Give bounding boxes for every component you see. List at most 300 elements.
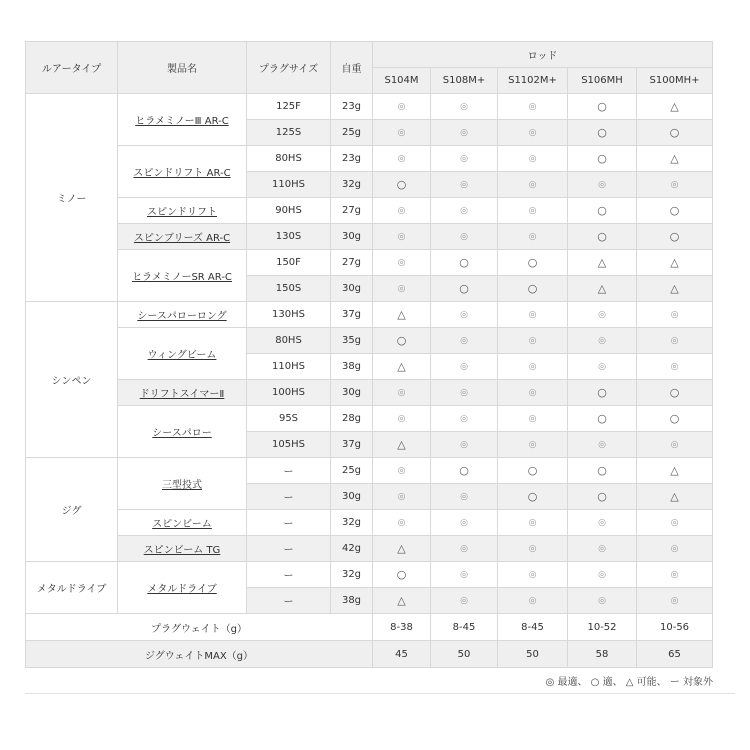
rating-cell (431, 302, 498, 328)
rating-cell (498, 94, 568, 120)
product-cell (118, 406, 247, 458)
weight-cell: 42g (331, 536, 373, 562)
best-icon: ◎ (528, 102, 537, 112)
plug-size-cell: 110HS (247, 354, 331, 380)
table-row (26, 536, 713, 562)
rating-cell (637, 302, 713, 328)
good-icon: ○ (396, 568, 407, 581)
rating-cell (373, 562, 431, 588)
rating-cell (373, 198, 431, 224)
best-icon: ◎ (460, 336, 468, 346)
possible-icon: △ (597, 256, 607, 269)
header-plug-size: プラグサイズ (247, 42, 331, 94)
best-icon: ◎ (528, 128, 537, 138)
good-icon: ○ (597, 230, 607, 243)
rating-cell (568, 302, 637, 328)
product-link[interactable]: ヒラメミノーSR AR-C (132, 272, 232, 283)
good-icon: ○ (396, 334, 407, 347)
footer-value: 10-56 (637, 614, 713, 641)
rating-cell (498, 276, 568, 302)
weight-cell: 27g (331, 198, 373, 224)
rating-cell (498, 510, 568, 536)
best-icon: ◎ (670, 180, 679, 190)
rating-cell (373, 536, 431, 562)
rating-cell (431, 94, 498, 120)
table-row (26, 198, 713, 224)
rating-cell (498, 406, 568, 432)
best-icon: ◎ (460, 544, 468, 554)
good-icon: ○ (669, 412, 680, 425)
possible-icon: △ (670, 282, 679, 295)
plug-size-cell: 130S (247, 224, 331, 250)
possible-icon: △ (670, 152, 679, 165)
best-icon: ◎ (528, 388, 537, 398)
rating-cell (637, 120, 713, 146)
lure-type-cell: メタルドライブ (26, 562, 118, 614)
best-icon: ◎ (460, 440, 468, 450)
rating-cell (568, 510, 637, 536)
footer-value: 65 (637, 641, 713, 668)
rating-cell (637, 458, 713, 484)
best-icon: ◎ (670, 596, 679, 606)
good-icon: ○ (669, 230, 680, 243)
best-icon: ◎ (528, 518, 537, 528)
weight-cell: 32g (331, 510, 373, 536)
rating-cell (373, 146, 431, 172)
product-link[interactable]: スピンビーム TG (143, 545, 221, 556)
footer-value: 10-52 (568, 614, 637, 641)
best-icon: ◎ (670, 362, 679, 372)
product-cell (118, 250, 247, 302)
rating-cell (431, 146, 498, 172)
rating-cell (431, 250, 498, 276)
footer-label: プラグウェイト（g） (26, 614, 373, 641)
possible-icon: △ (670, 464, 679, 477)
weight-cell: 35g (331, 328, 373, 354)
table-row (26, 510, 713, 536)
plug-size-cell: 130HS (247, 302, 331, 328)
table-row (26, 458, 713, 484)
weight-cell: 23g (331, 94, 373, 120)
product-link[interactable]: ヒラメミノーⅢ AR-C (135, 116, 229, 127)
rating-cell (373, 172, 431, 198)
footer-value: 58 (568, 641, 637, 668)
rating-cell (568, 276, 637, 302)
plug-size-cell: 110HS (247, 172, 331, 198)
good-icon: ○ (597, 412, 607, 425)
product-cell (118, 198, 247, 224)
plug-size-cell: 150F (247, 250, 331, 276)
rating-cell (431, 562, 498, 588)
good-icon: ○ (396, 178, 407, 191)
best-icon: ◎ (598, 596, 606, 606)
best-icon: ◎ (397, 154, 406, 164)
divider (25, 693, 735, 694)
rating-cell (568, 432, 637, 458)
weight-cell: 32g (331, 172, 373, 198)
footer-value: 8-45 (431, 614, 498, 641)
table-row (26, 380, 713, 406)
plug-size-cell: ー (247, 562, 331, 588)
rating-cell (637, 484, 713, 510)
header-lure-type: ルアータイプ (26, 42, 118, 94)
lure-type-cell: シンペン (26, 302, 118, 458)
product-link[interactable]: シースパロー (152, 428, 212, 439)
rod-compatibility-table (25, 41, 713, 668)
weight-cell: 38g (331, 588, 373, 614)
rating-cell (637, 510, 713, 536)
product-cell (118, 94, 247, 146)
footer-row (26, 614, 713, 641)
table-row (26, 406, 713, 432)
rating-cell (431, 536, 498, 562)
possible-icon: △ (397, 438, 406, 451)
rating-cell (568, 328, 637, 354)
rating-cell (637, 380, 713, 406)
rating-cell (373, 406, 431, 432)
rating-cell (373, 432, 431, 458)
best-icon: ◎ (397, 128, 406, 138)
footer-value: 50 (498, 641, 568, 668)
table-row (26, 94, 713, 120)
possible-icon: △ (397, 542, 406, 555)
rating-cell (498, 484, 568, 510)
rating-cell (568, 198, 637, 224)
rating-cell (498, 120, 568, 146)
rating-cell (431, 198, 498, 224)
good-icon: ○ (669, 204, 680, 217)
rating-cell (498, 172, 568, 198)
plug-size-cell: 125F (247, 94, 331, 120)
table-row (26, 562, 713, 588)
rating-cell (568, 172, 637, 198)
plug-size-cell: ー (247, 510, 331, 536)
best-icon: ◎ (598, 518, 606, 528)
rating-cell (431, 588, 498, 614)
rating-cell (568, 146, 637, 172)
best-icon: ◎ (397, 466, 406, 476)
best-icon: ◎ (397, 414, 406, 424)
best-icon: ◎ (460, 414, 468, 424)
rating-cell (498, 432, 568, 458)
plug-size-cell: ー (247, 484, 331, 510)
rating-cell (568, 354, 637, 380)
best-icon: ◎ (460, 388, 468, 398)
product-link[interactable]: 三型投式 (162, 480, 202, 491)
header-product: 製品名 (118, 42, 247, 94)
rating-cell (498, 588, 568, 614)
best-icon: ◎ (460, 518, 468, 528)
footer-value: 45 (373, 641, 431, 668)
weight-cell: 27g (331, 250, 373, 276)
rating-cell (431, 380, 498, 406)
rating-cell (498, 302, 568, 328)
header-rod-S1102M+: S1102M+ (498, 68, 568, 94)
weight-cell: 25g (331, 458, 373, 484)
rating-cell (373, 458, 431, 484)
weight-cell: 28g (331, 406, 373, 432)
footer-row (26, 641, 713, 668)
best-icon: ◎ (528, 232, 537, 242)
best-icon: ◎ (460, 154, 468, 164)
rating-cell (498, 198, 568, 224)
best-icon: ◎ (528, 570, 537, 580)
best-icon: ◎ (460, 180, 468, 190)
rating-cell (498, 536, 568, 562)
rating-cell (373, 94, 431, 120)
best-icon: ◎ (528, 206, 537, 216)
rating-cell (637, 146, 713, 172)
rating-cell (637, 172, 713, 198)
good-icon: ○ (527, 282, 538, 295)
rating-cell (498, 458, 568, 484)
plug-size-cell: 150S (247, 276, 331, 302)
good-icon: ○ (597, 152, 607, 165)
good-icon: ○ (459, 282, 469, 295)
best-icon: ◎ (598, 310, 606, 320)
weight-cell: 38g (331, 354, 373, 380)
product-cell (118, 510, 247, 536)
weight-cell: 30g (331, 276, 373, 302)
rating-cell (498, 562, 568, 588)
rating-cell (568, 380, 637, 406)
best-icon: ◎ (598, 180, 606, 190)
rating-cell (568, 224, 637, 250)
rating-cell (431, 484, 498, 510)
rating-cell (568, 484, 637, 510)
best-icon: ◎ (528, 362, 537, 372)
good-icon: ○ (669, 126, 680, 139)
product-link[interactable]: スピンドリフト AR-C (133, 168, 231, 179)
legend: ◎ 最適、 ○ 適、 △ 可能、 ー 対象外 (545, 677, 713, 688)
good-icon: ○ (597, 204, 607, 217)
best-icon: ◎ (528, 440, 537, 450)
rating-cell (637, 536, 713, 562)
rating-cell (373, 588, 431, 614)
footer-value: 8-38 (373, 614, 431, 641)
plug-size-cell: 80HS (247, 146, 331, 172)
best-icon: ◎ (397, 206, 406, 216)
best-icon: ◎ (670, 310, 679, 320)
rating-cell (568, 94, 637, 120)
weight-cell: 30g (331, 224, 373, 250)
best-icon: ◎ (528, 336, 537, 346)
product-cell (118, 328, 247, 380)
product-cell (118, 380, 247, 406)
header-rod-S100MH+: S100MH+ (637, 68, 713, 94)
rating-cell (637, 588, 713, 614)
good-icon: ○ (459, 256, 469, 269)
rating-cell (637, 224, 713, 250)
best-icon: ◎ (528, 414, 537, 424)
rating-cell (637, 250, 713, 276)
good-icon: ○ (597, 490, 607, 503)
rating-cell (637, 328, 713, 354)
good-icon: ○ (459, 464, 469, 477)
plug-size-cell: 90HS (247, 198, 331, 224)
good-icon: ○ (669, 386, 680, 399)
weight-cell: 23g (331, 146, 373, 172)
best-icon: ◎ (460, 128, 468, 138)
weight-cell: 30g (331, 484, 373, 510)
best-icon: ◎ (460, 102, 468, 112)
rating-cell (637, 198, 713, 224)
good-icon: ○ (527, 490, 538, 503)
header-rod-S106MH: S106MH (568, 68, 637, 94)
possible-icon: △ (397, 360, 406, 373)
best-icon: ◎ (670, 570, 679, 580)
plug-size-cell: 125S (247, 120, 331, 146)
product-cell (118, 224, 247, 250)
rating-cell (431, 406, 498, 432)
header-weight: 自重 (331, 42, 373, 94)
table-row (26, 250, 713, 276)
rating-cell (568, 250, 637, 276)
weight-cell: 30g (331, 380, 373, 406)
rating-cell (568, 458, 637, 484)
rating-cell (431, 354, 498, 380)
best-icon: ◎ (598, 570, 606, 580)
good-icon: ○ (597, 386, 607, 399)
product-link[interactable]: メタルドライブ (147, 584, 217, 595)
table-row (26, 146, 713, 172)
product-link[interactable]: シースパローロング (137, 311, 227, 322)
best-icon: ◎ (670, 440, 679, 450)
possible-icon: △ (670, 100, 679, 113)
rating-cell (637, 406, 713, 432)
best-icon: ◎ (528, 310, 537, 320)
header-rod-S108M+: S108M+ (431, 68, 498, 94)
rating-cell (568, 536, 637, 562)
good-icon: ○ (597, 100, 607, 113)
rating-cell (373, 250, 431, 276)
weight-cell: 25g (331, 120, 373, 146)
rating-cell (637, 432, 713, 458)
rating-cell (498, 328, 568, 354)
rating-cell (568, 406, 637, 432)
weight-cell: 37g (331, 432, 373, 458)
good-icon: ○ (527, 464, 538, 477)
plug-size-cell: ー (247, 458, 331, 484)
best-icon: ◎ (598, 362, 606, 372)
rating-cell (373, 224, 431, 250)
best-icon: ◎ (460, 596, 468, 606)
possible-icon: △ (397, 594, 406, 607)
best-icon: ◎ (397, 284, 406, 294)
possible-icon: △ (670, 256, 679, 269)
good-icon: ○ (527, 256, 538, 269)
product-link[interactable]: スピンビーム (152, 519, 212, 530)
product-link[interactable]: スピンドリフト (147, 207, 217, 218)
product-cell (118, 562, 247, 614)
best-icon: ◎ (397, 258, 406, 268)
product-link[interactable]: スピンブリーズ AR-C (133, 233, 231, 244)
best-icon: ◎ (397, 102, 406, 112)
best-icon: ◎ (460, 232, 468, 242)
rating-cell (373, 276, 431, 302)
best-icon: ◎ (397, 518, 406, 528)
best-icon: ◎ (528, 154, 537, 164)
header-rod-S104M: S104M (373, 68, 431, 94)
possible-icon: △ (397, 308, 406, 321)
footer-value: 8-45 (498, 614, 568, 641)
plug-size-cell: 80HS (247, 328, 331, 354)
rating-cell (373, 354, 431, 380)
rating-cell (431, 328, 498, 354)
rating-cell (568, 562, 637, 588)
best-icon: ◎ (670, 544, 679, 554)
plug-size-cell: 100HS (247, 380, 331, 406)
product-cell (118, 302, 247, 328)
rating-cell (431, 120, 498, 146)
rating-cell (568, 120, 637, 146)
best-icon: ◎ (397, 492, 406, 502)
best-icon: ◎ (528, 544, 537, 554)
rating-cell (637, 276, 713, 302)
best-icon: ◎ (598, 544, 606, 554)
footer-label: ジグウェイトMAX（g） (26, 641, 373, 668)
best-icon: ◎ (528, 596, 537, 606)
table-row (26, 224, 713, 250)
plug-size-cell: ー (247, 536, 331, 562)
possible-icon: △ (597, 282, 607, 295)
rating-cell (637, 354, 713, 380)
rating-cell (373, 484, 431, 510)
best-icon: ◎ (670, 336, 679, 346)
best-icon: ◎ (598, 440, 606, 450)
best-icon: ◎ (528, 180, 537, 190)
footer-value: 50 (431, 641, 498, 668)
product-link[interactable]: ウィングビーム (147, 350, 217, 361)
rating-cell (431, 432, 498, 458)
rating-cell (498, 380, 568, 406)
best-icon: ◎ (397, 232, 406, 242)
best-icon: ◎ (670, 518, 679, 528)
rating-cell (373, 328, 431, 354)
rating-cell (431, 224, 498, 250)
rating-cell (637, 562, 713, 588)
plug-size-cell: 105HS (247, 432, 331, 458)
possible-icon: △ (670, 490, 679, 503)
rating-cell (431, 458, 498, 484)
best-icon: ◎ (460, 206, 468, 216)
table-row (26, 328, 713, 354)
best-icon: ◎ (460, 362, 468, 372)
good-icon: ○ (597, 126, 607, 139)
weight-cell: 32g (331, 562, 373, 588)
best-icon: ◎ (460, 570, 468, 580)
rating-cell (431, 510, 498, 536)
rating-cell (637, 94, 713, 120)
lure-type-cell: ミノー (26, 94, 118, 302)
lure-type-cell: ジグ (26, 458, 118, 562)
rating-cell (568, 588, 637, 614)
rating-cell (498, 250, 568, 276)
best-icon: ◎ (397, 388, 406, 398)
rating-cell (498, 146, 568, 172)
product-cell (118, 458, 247, 510)
product-link[interactable]: ドリフトスイマーⅡ (139, 389, 225, 400)
rating-cell (373, 302, 431, 328)
header-rod: ロッド (373, 42, 713, 68)
product-cell (118, 536, 247, 562)
best-icon: ◎ (598, 336, 606, 346)
plug-size-cell: 95S (247, 406, 331, 432)
rating-cell (373, 380, 431, 406)
rating-cell (373, 510, 431, 536)
product-cell (118, 146, 247, 198)
rating-cell (431, 172, 498, 198)
